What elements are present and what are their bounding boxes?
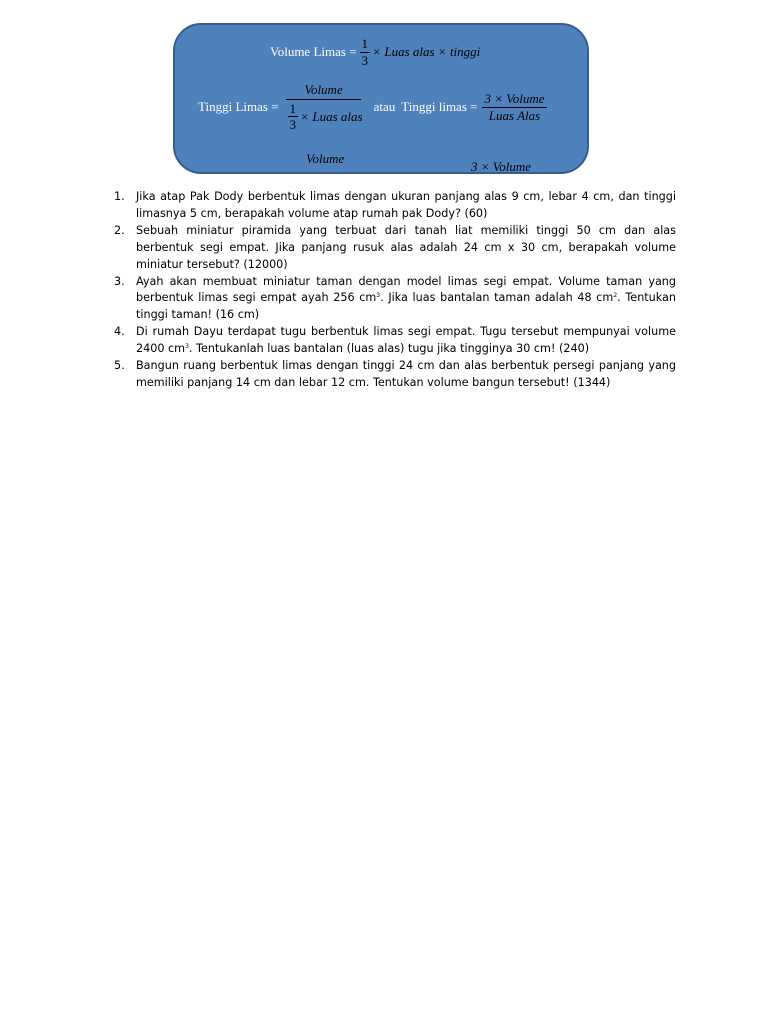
list-item <box>114 358 676 392</box>
question-text: Bangun ruang berbentuk limas dengan tinggi 24 cm dan alas berbentuk persegi panjang yang memiliki panjang 14 cm dan lebar 12 cm. Tentukan volume bangun tersebut! (1344) <box>136 359 676 389</box>
formula-box <box>173 23 589 174</box>
question-number: 2. <box>114 223 125 237</box>
volume-formula <box>270 37 480 67</box>
atau-label: atau <box>373 99 396 115</box>
question-number: 1. <box>114 190 125 203</box>
list-item <box>114 223 676 274</box>
tinggi-term: tinggi <box>449 44 481 60</box>
times-sign: × <box>373 44 381 60</box>
question-text: Di rumah Dayu terdapat tugu berbentuk limas segi empat. Tugu tersebut mempunyai volume 2400 $cm^3$. Tentukanlah luas bantalan (luas alas) tugu jika tingginya 30 cm! (240) <box>136 325 676 356</box>
question-number: 5. <box>114 359 125 373</box>
question-text: Sebuah miniatur piramida yang terbuat dari tanah liat memiliki tinggi 50 cm dan alas berbentuk segi empat. Jika panjang rusuk alas adalah 24 cm x 30 cm, berapakah volume miniatur tersebut? (12000) <box>136 223 676 271</box>
luas-alas-term: Luas alas <box>384 44 435 60</box>
clipped-volume-text: Volume <box>306 151 345 166</box>
height-formula <box>198 83 550 132</box>
times-sign: × <box>438 44 446 60</box>
height-fraction-right: $\frac{\text{3 × Volume}}{\text{Luas Alas}}$ <box>484 91 545 123</box>
list-item <box>114 189 676 223</box>
one-third-fraction: $\frac{1}{3}$ <box>289 100 297 133</box>
height-fraction-left: Volume $\frac{1}{3}$ × Luas alas <box>283 83 365 132</box>
volume-label: Volume Limas = <box>270 44 357 60</box>
list-item <box>114 274 676 325</box>
question-text: Ayah akan membuat miniatur taman dengan model limas segi empat. Volume taman yang berbentuk limas segi empat ayah 256 $cm^3$. Jika luas bantalan taman adalah 48 $cm^2$. Tentukan tinggi taman! (16 cm) <box>136 274 676 322</box>
question-list <box>114 189 676 392</box>
question-number: 4. <box>114 325 125 339</box>
one-third-fraction: $\frac{1}{3}$ <box>361 36 369 68</box>
height-label-right: Tinggi limas = <box>401 99 478 115</box>
list-item <box>114 324 676 358</box>
clipped-volume-text-right: 3 × Volume <box>471 159 532 174</box>
question-text: Jika atap Pak Dody berbentuk limas dengan ukuran panjang alas 9 cm, lebar 4 cm, dan tinggi limasnya 5 cm, berapakah volume atap rumah pak Dody? (60) <box>136 190 676 220</box>
question-number: 3. <box>114 274 125 288</box>
height-label-left: Tinggi Limas = <box>198 99 279 115</box>
